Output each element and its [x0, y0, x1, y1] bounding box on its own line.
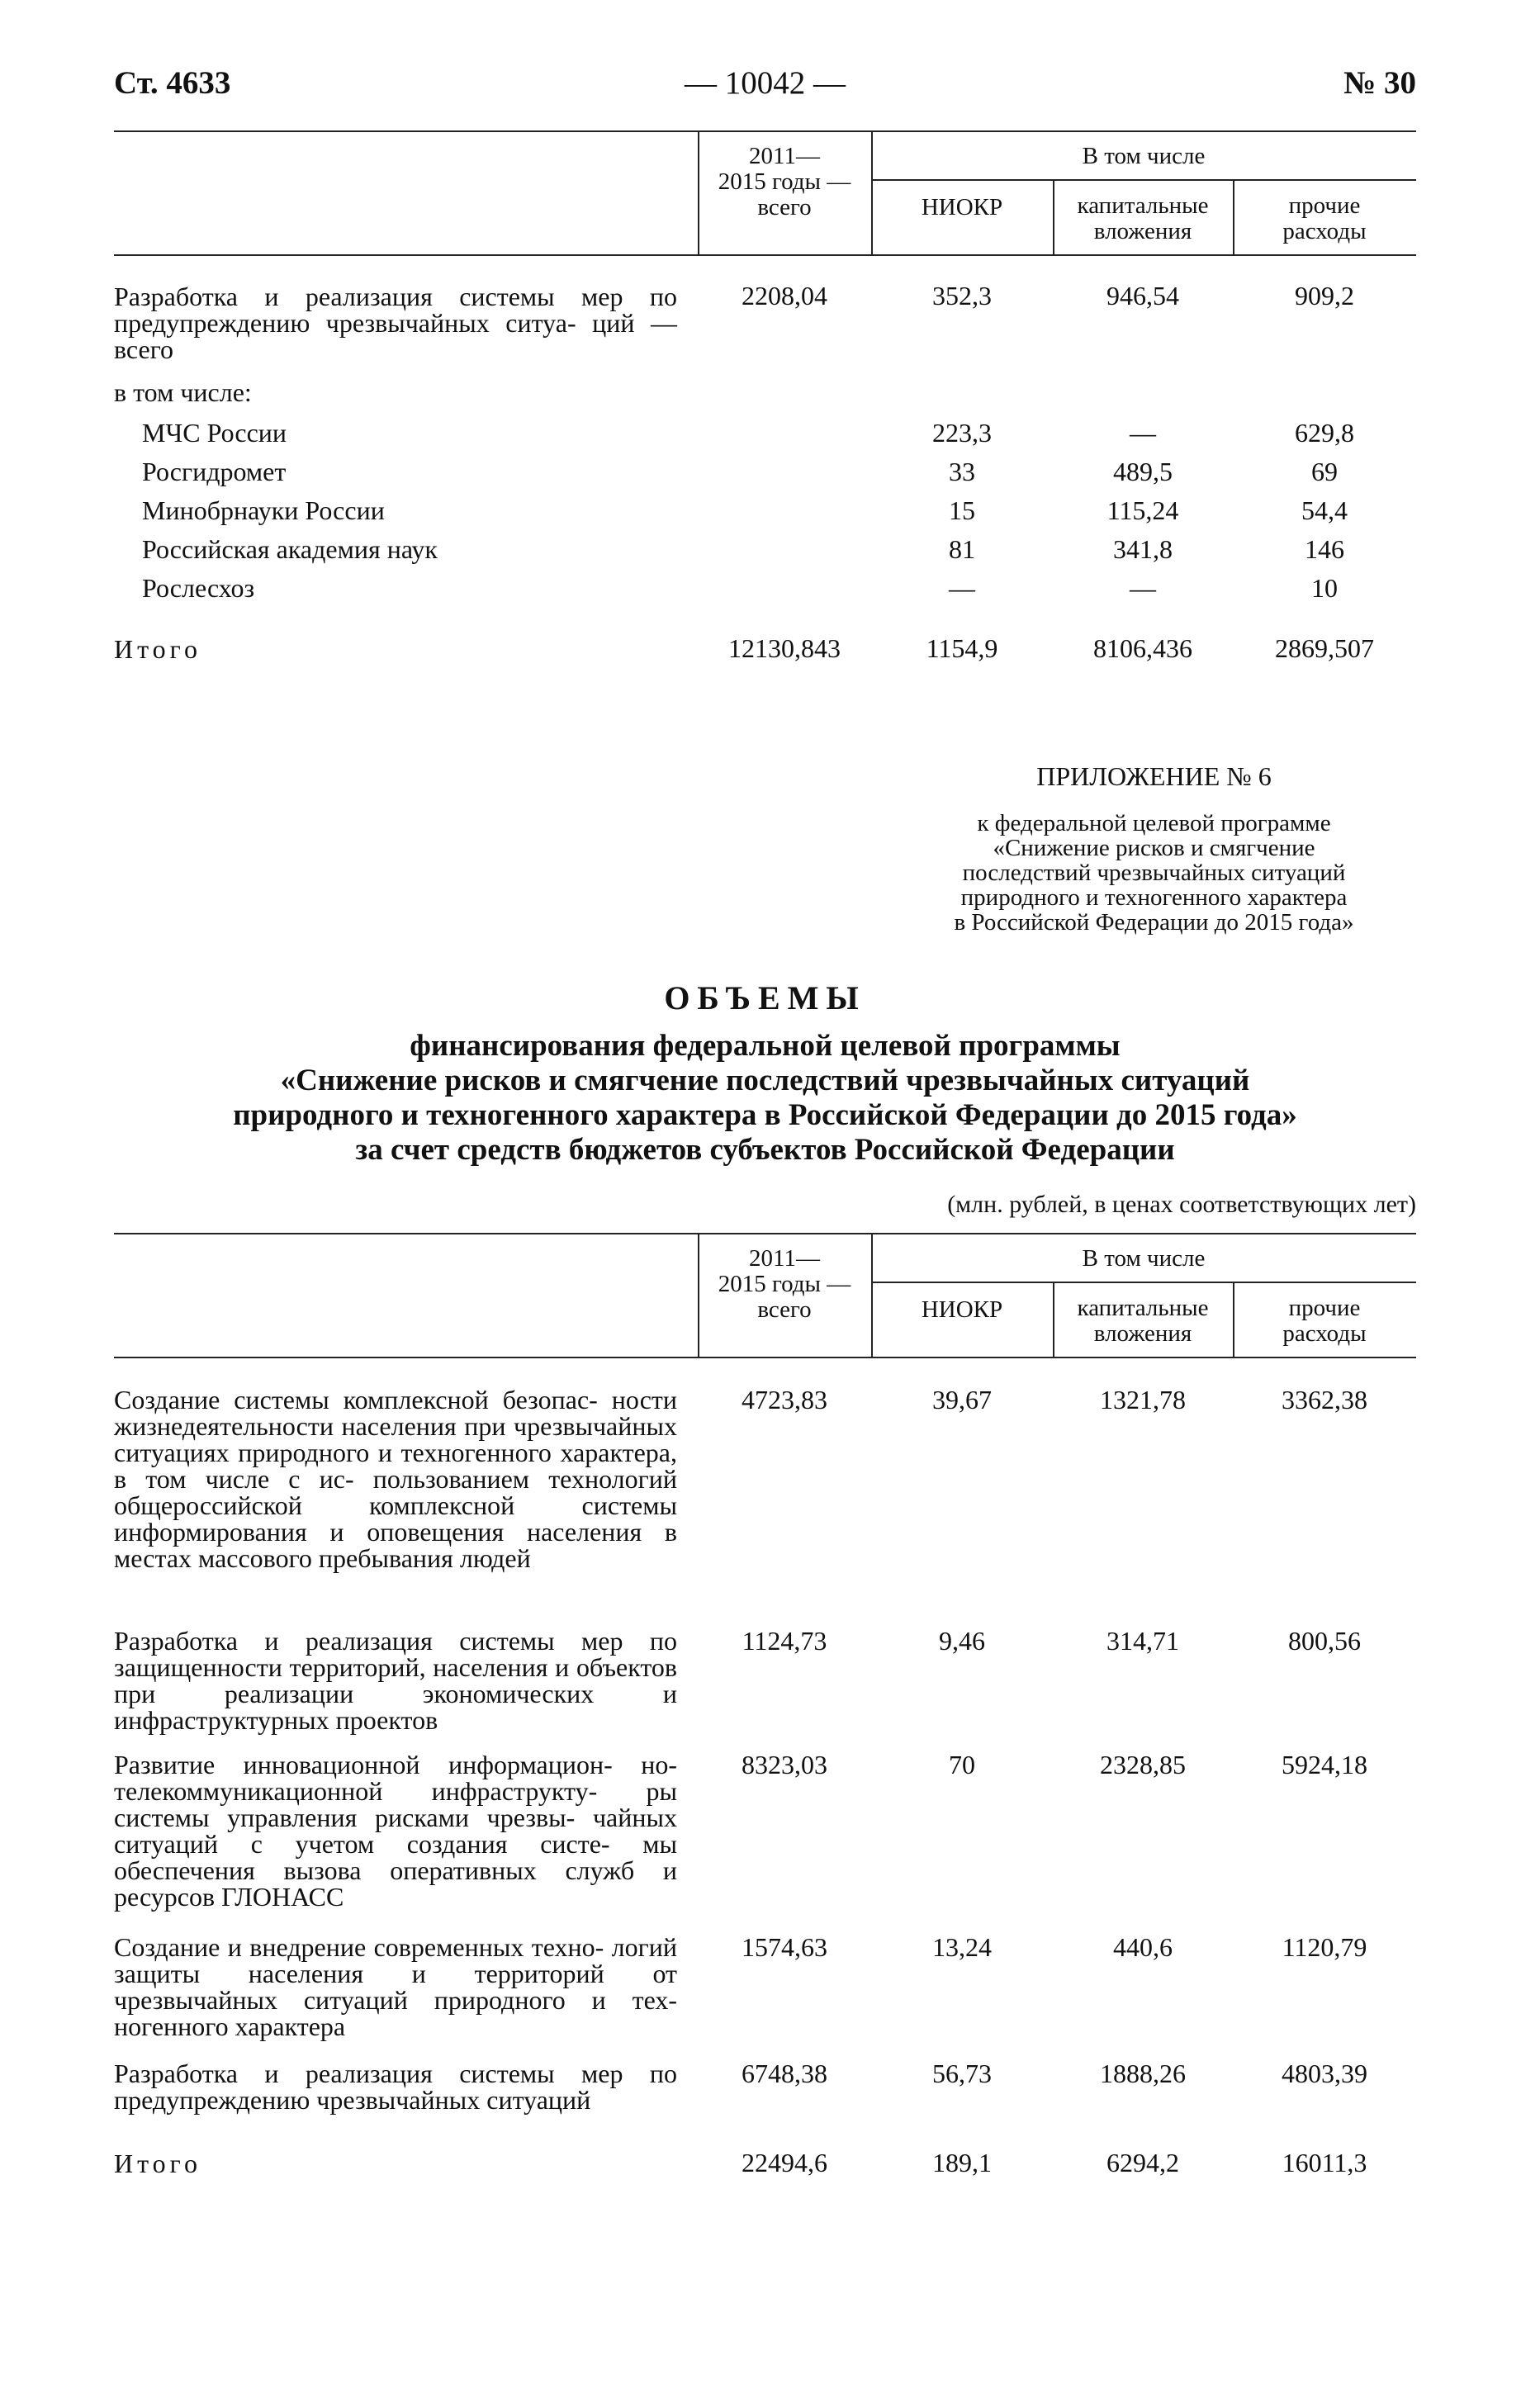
- row-niokr: —: [949, 573, 975, 603]
- article-number: Ст. 4633: [114, 65, 231, 101]
- total-sum: 12130,843: [728, 633, 841, 663]
- row-capital: —: [1130, 573, 1156, 603]
- total-other: 2869,507: [1275, 633, 1374, 663]
- header-total: 2011— 2015 годы — всего: [718, 1245, 851, 1323]
- page-number: — 10042 —: [685, 65, 846, 101]
- table1-subheading: в том числе:: [114, 377, 252, 407]
- header-niokr: НИОКР: [921, 1296, 1003, 1323]
- row-total: 6748,38: [742, 2059, 827, 2088]
- row-label: Создание и внедрение современных техно- логий защиты населения и территорий от чрезвычайных ситуаций природного и тех- ногенного характера: [114, 1932, 677, 2041]
- row-label: МЧС России: [142, 418, 287, 448]
- row-niokr: 33: [949, 457, 975, 486]
- row-niokr: 81: [949, 534, 975, 564]
- header-total: 2011— 2015 годы — всего: [718, 143, 851, 220]
- row-other: 5924,18: [1282, 1750, 1367, 1779]
- row-niokr: 39,67: [932, 1385, 992, 1414]
- issue-number: № 30: [1343, 65, 1416, 101]
- row-niokr: 15: [949, 495, 975, 525]
- row-capital: 1888,26: [1100, 2059, 1186, 2088]
- row-capital: 489,5: [1113, 457, 1173, 486]
- row-total: 8323,03: [742, 1750, 827, 1779]
- table1-main-niokr: 352,3: [932, 281, 992, 310]
- row-capital: 341,8: [1113, 534, 1173, 564]
- row-capital: 314,71: [1106, 1626, 1179, 1656]
- row-other: 69: [1311, 457, 1338, 486]
- total-label: Итого: [114, 2149, 201, 2178]
- row-other: 800,56: [1288, 1626, 1361, 1656]
- row-other: 54,4: [1301, 495, 1348, 525]
- row-label: Создание системы комплексной безопас- ности жизнедеятельности населения при чрезвычайных ситуациях природного и техногенного характера, в том числе с ис- пользованием технологий общероссийской комплексной системы информирования и оповещения населения в местах массового пребывания людей: [114, 1385, 677, 1573]
- row-total: 1124,73: [742, 1626, 827, 1656]
- header-group: В том числе: [1082, 143, 1206, 169]
- row-total: 1574,63: [742, 1932, 827, 1962]
- row-capital: 2328,85: [1100, 1750, 1186, 1779]
- appendix-reference: к федеральной целевой программе «Снижение рисков и смягчение последствий чрезвычайных ситуаций природного и техногенного характера в Российской Федерации до 2015 года»: [954, 810, 1354, 936]
- row-label: Росгидромет: [142, 457, 287, 486]
- total-label: Итого: [114, 634, 201, 664]
- table1-main-row-label: Разработка и реализация системы мер по предупреждению чрезвычайных ситуа- ций — всего: [114, 282, 677, 364]
- row-capital: 115,24: [1106, 495, 1179, 525]
- header-other: прочие расходы: [1282, 192, 1367, 244]
- row-other: 146: [1305, 534, 1344, 564]
- row-other: 629,8: [1295, 418, 1354, 448]
- total-other: 16011,3: [1282, 2148, 1367, 2177]
- row-label: Рослесхоз: [142, 573, 255, 603]
- row-other: 3362,38: [1282, 1385, 1367, 1414]
- row-capital: 1321,78: [1100, 1385, 1186, 1414]
- header-niokr: НИОКР: [921, 194, 1003, 220]
- table1-main-other: 909,2: [1295, 281, 1354, 310]
- row-niokr: 56,73: [932, 2059, 992, 2088]
- header-other: прочие расходы: [1282, 1295, 1367, 1347]
- row-niokr: 223,3: [932, 418, 992, 448]
- row-niokr: 9,46: [939, 1626, 985, 1656]
- row-capital: 440,6: [1113, 1932, 1173, 1962]
- appendix-title: ПРИЛОЖЕНИЕ № 6: [1036, 761, 1272, 791]
- row-capital: —: [1130, 418, 1156, 448]
- table1-main-capital: 946,54: [1106, 281, 1179, 310]
- header-group: В том числе: [1082, 1245, 1206, 1272]
- row-other: 10: [1311, 573, 1338, 603]
- row-label: Минобрнауки России: [142, 495, 385, 525]
- running-head: [114, 64, 1416, 114]
- document-subtitle: финансирования федеральной целевой программы «Снижение рисков и смягчение последствий чрезвычайных ситуаций природного и техногенного характера в Российской Федерации до 2015 года» за счет средств бюджетов субъектов Российской Федерации: [233, 1029, 1297, 1167]
- appendix-block: [892, 761, 1416, 935]
- row-other: 4803,39: [1282, 2059, 1367, 2088]
- row-label: Разработка и реализация системы мер по защищенности территорий, населения и объектов при реализации экономических и инфраструктурных проектов: [114, 1626, 677, 1735]
- table1-main-total: 2208,04: [742, 281, 827, 310]
- header-capital: капитальные вложения: [1077, 192, 1209, 244]
- total-capital: 8106,436: [1093, 633, 1192, 663]
- document-title: ОБЪЕМЫ: [664, 979, 866, 1016]
- row-other: 1120,79: [1282, 1932, 1367, 1962]
- row-niokr: 70: [949, 1750, 975, 1779]
- row-label: Российская академия наук: [142, 534, 438, 564]
- total-sum: 22494,6: [742, 2148, 827, 2177]
- row-label: Развитие инновационной информацион- но-телекоммуникационной инфраструкту- ры системы управления рисками чрезвы- чайных ситуаций с учетом создания систе- мы обеспечения вызова оперативных служб и ресурсов ГЛОНАСС: [114, 1750, 677, 1912]
- row-total: 4723,83: [742, 1385, 827, 1414]
- total-niokr: 1154,9: [926, 633, 998, 663]
- total-niokr: 189,1: [932, 2148, 992, 2177]
- header-capital: капитальные вложения: [1077, 1295, 1209, 1347]
- row-niokr: 13,24: [932, 1932, 992, 1962]
- total-capital: 6294,2: [1106, 2148, 1179, 2177]
- row-label: Разработка и реализация системы мер по предупреждению чрезвычайных ситуаций: [114, 2059, 677, 2115]
- units-note: (млн. рублей, в ценах соответствующих лет): [947, 1191, 1416, 1218]
